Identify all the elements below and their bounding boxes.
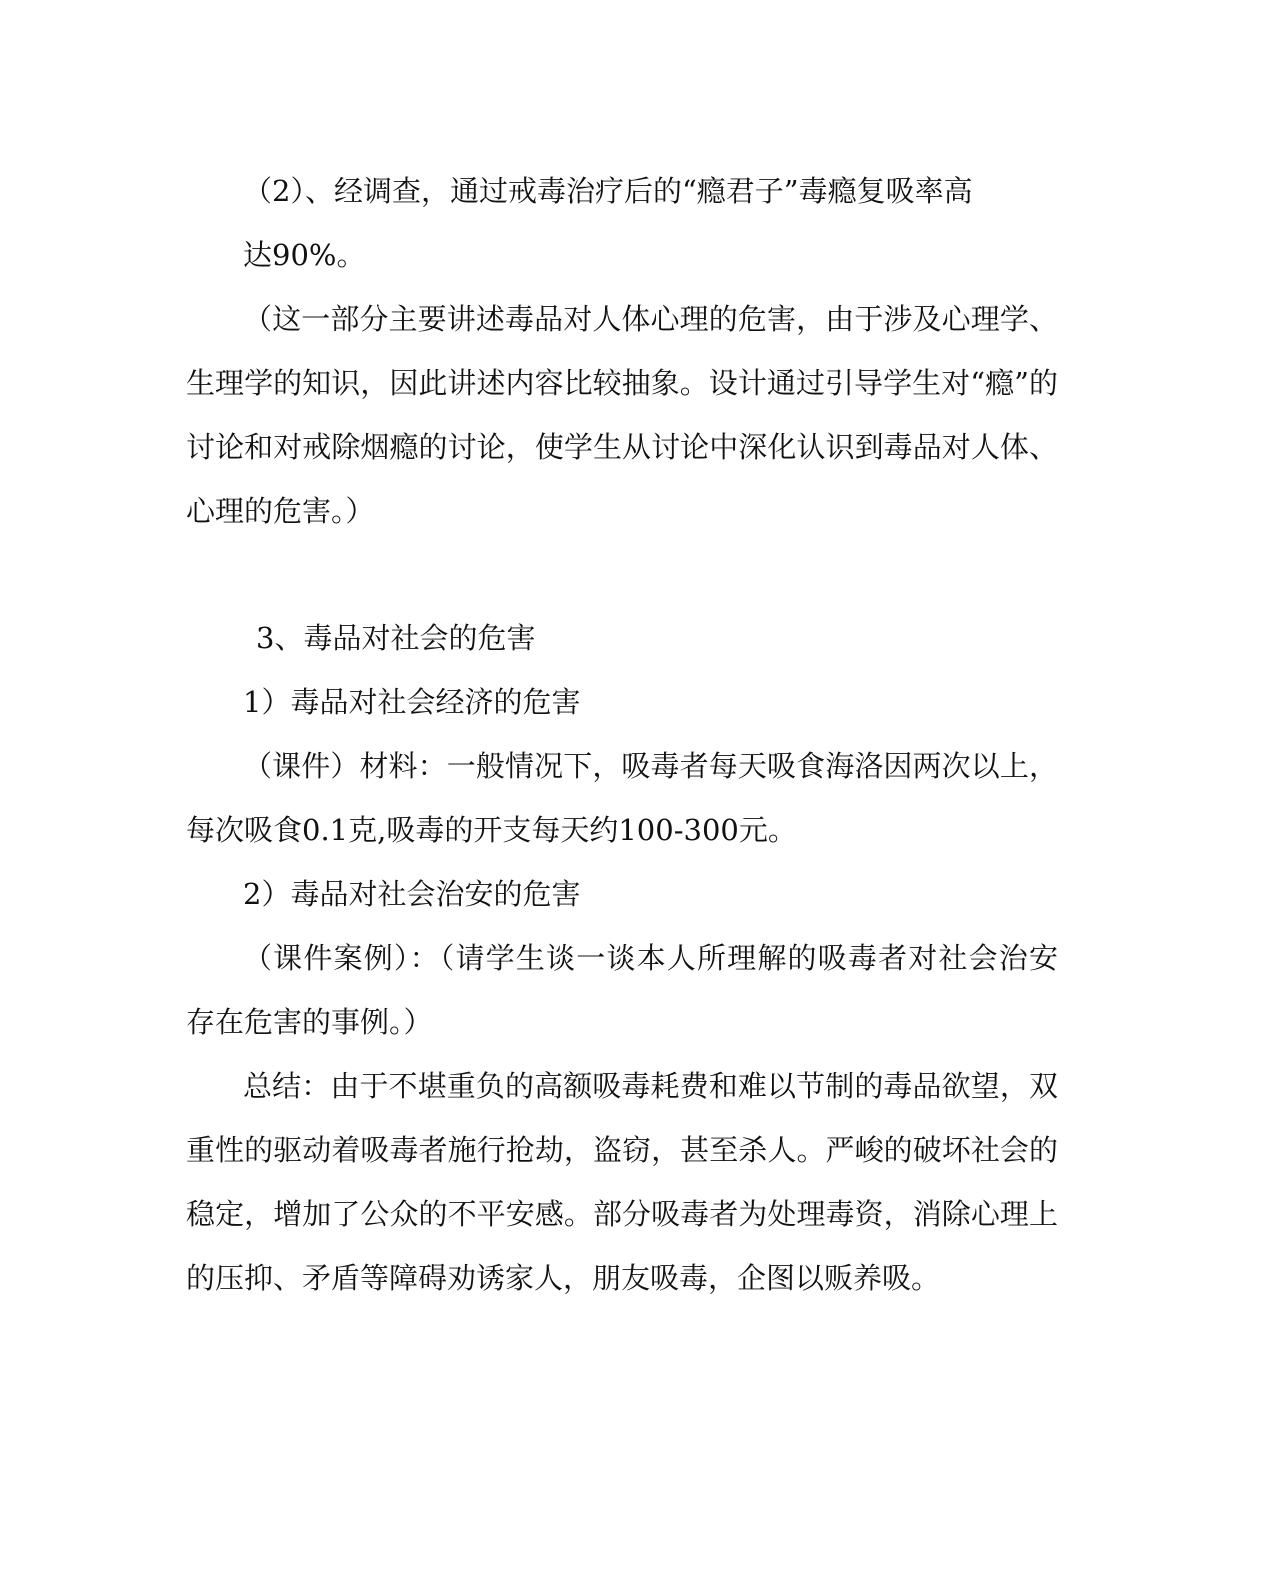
paragraph-line: 讨论和对戒除烟瘾的讨论，使学生从讨论中深化认识到毒品对人体、: [186, 430, 1058, 464]
paragraph-line: （课件案例）：（请学生谈一谈本人所理解的吸毒者对社会治安: [243, 941, 1058, 975]
paragraph-line: 的压抑、矛盾等障碍劝诱家人，朋友吸毒，企图以贩养吸。: [186, 1261, 941, 1295]
section-heading: 3、毒品对社会的危害: [256, 621, 536, 655]
paragraph-line: （2）、经调查，通过戒毒治疗后的“瘾君子”毒瘾复吸率高: [243, 174, 973, 208]
paragraph-line: 存在危害的事例。）: [186, 1005, 433, 1039]
paragraph-line: 每次吸食0.1克,吸毒的开支每天约100-300元。: [186, 813, 797, 847]
paragraph-line: 稳定，增加了公众的不平安感。部分吸毒者为处理毒资，消除心理上: [186, 1197, 1058, 1231]
subsection-heading: 2）毒品对社会治安的危害: [243, 877, 581, 911]
paragraph-line: 心理的危害。）: [186, 494, 375, 528]
paragraph-line: （这一部分主要讲述毒品对人体心理的危害，由于涉及心理学、: [243, 302, 1058, 336]
paragraph-line: 生理学的知识，因此讲述内容比较抽象。设计通过引导学生对“瘾”的: [186, 366, 1058, 400]
paragraph-line: 重性的驱动着吸毒者施行抢劫，盗窃，甚至杀人。严峻的破坏社会的: [186, 1133, 1058, 1167]
subsection-heading: 1）毒品对社会经济的危害: [243, 685, 581, 719]
paragraph-line: 总结：由于不堪重负的高额吸毒耗费和难以节制的毒品欲望，双: [243, 1069, 1058, 1103]
paragraph-line: 达90%。: [243, 238, 366, 272]
paragraph-line: （课件）材料：一般情况下，吸毒者每天吸食海洛因两次以上，: [243, 749, 1058, 783]
